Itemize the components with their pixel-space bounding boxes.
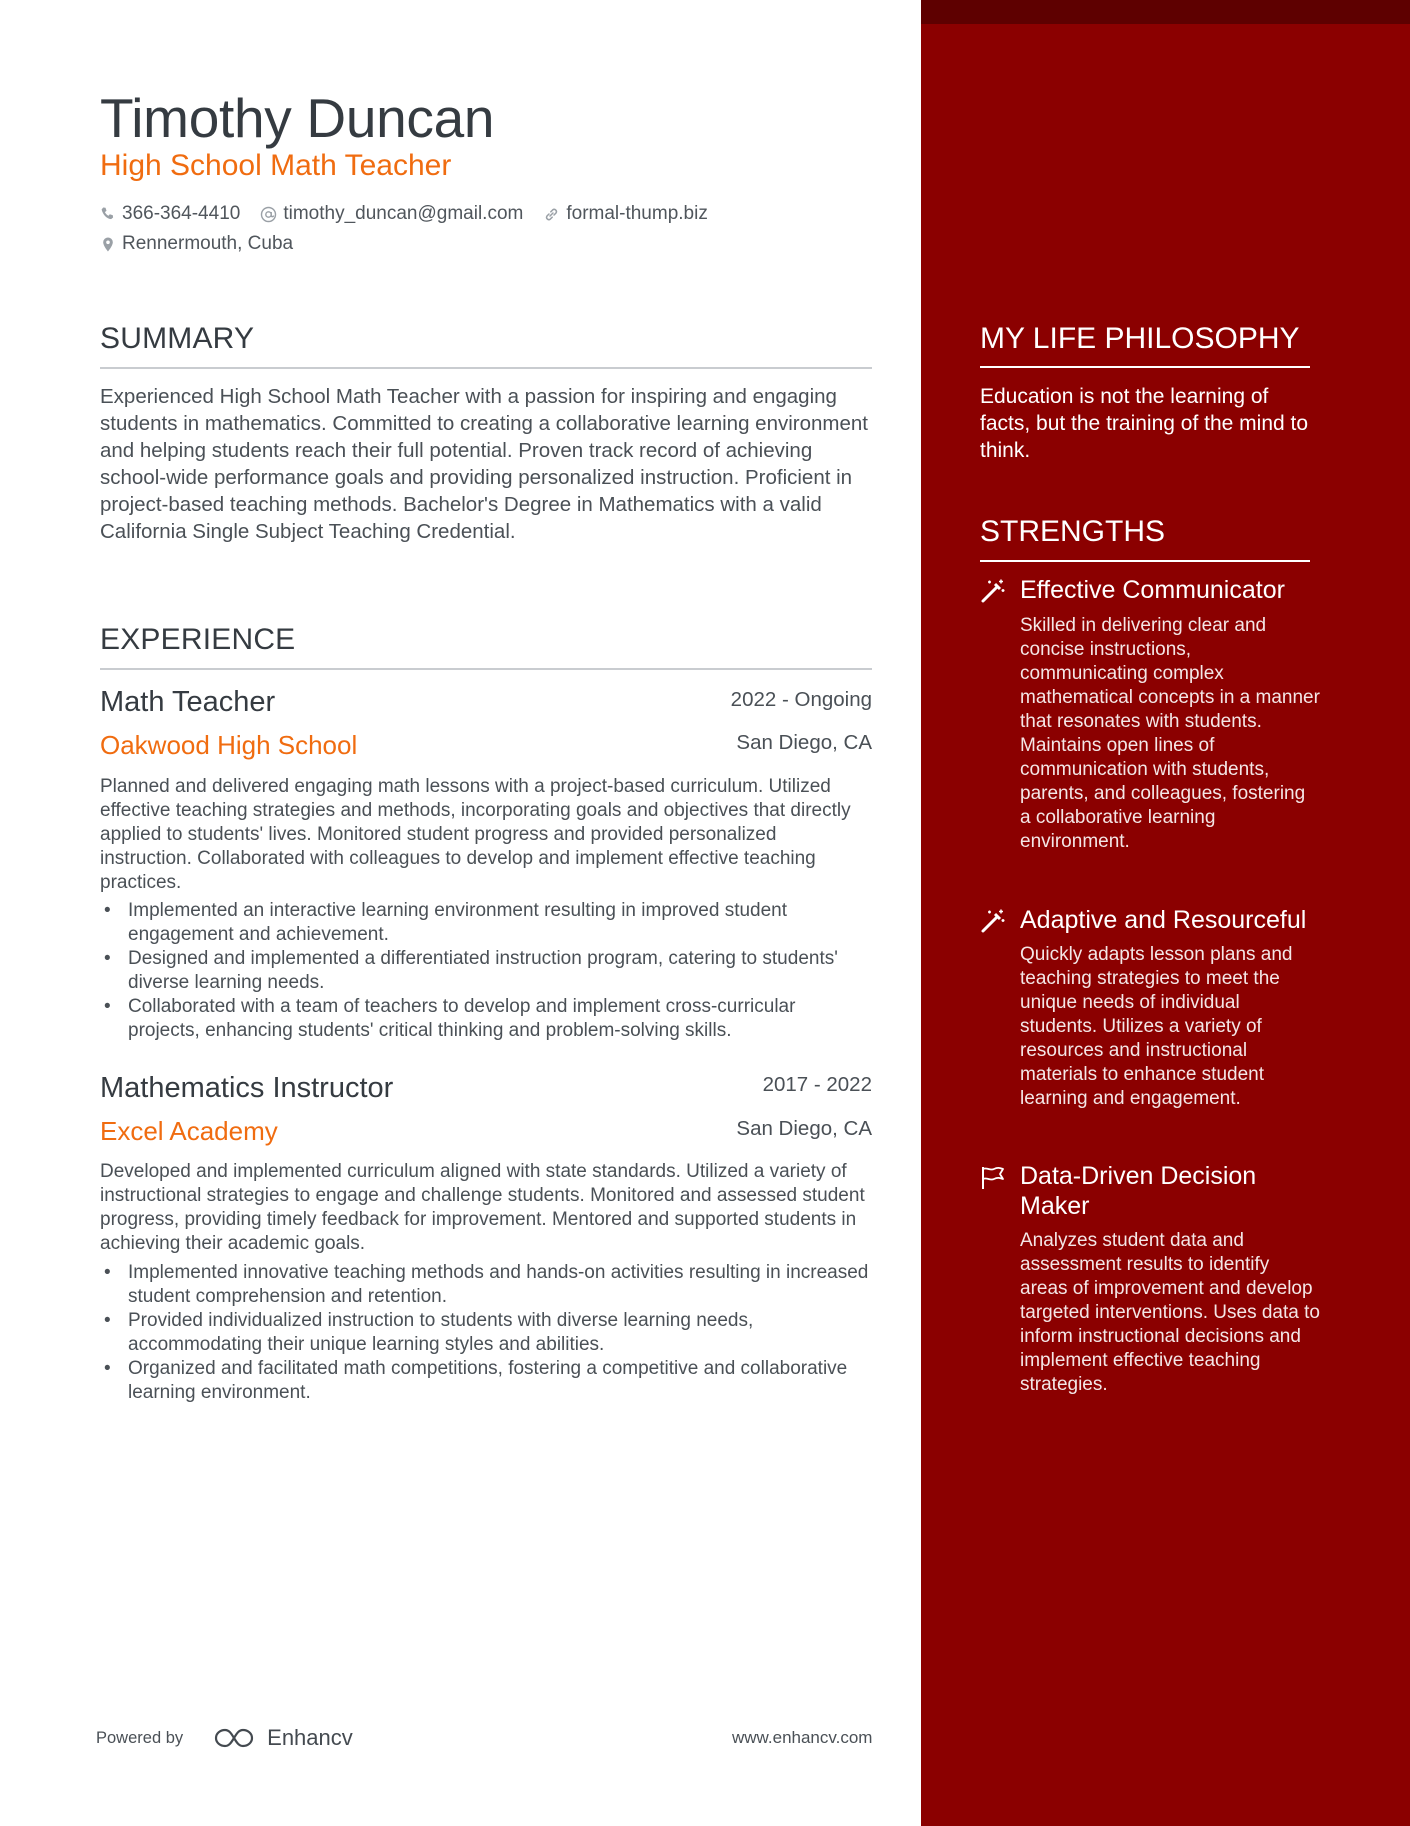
- summary-divider: [100, 367, 872, 369]
- job-bullet: • Implemented innovative teaching methods and hands-on activities resulting in increased student comprehension and retention.: [100, 1261, 872, 1309]
- job-bullet: • Implemented an interactive learning environment resulting in improved student engagement and achievement.: [100, 899, 872, 947]
- philosophy-text: Education is not the learning of facts, but the training of the mind to think.: [980, 385, 1309, 462]
- map-pin-icon: [100, 236, 116, 253]
- footer-powered-by: [96, 1725, 353, 1751]
- job-bullet: • Collaborated with a team of teachers to develop and implement cross-curricular projects, enhancing students' critical thinking and problem-solving skills.: [100, 995, 872, 1043]
- strength-title: Effective Communicator: [1020, 576, 1285, 604]
- job-description: Developed and implemented curriculum aligned with state standards. Utilized a variety of instructional strategies to engage and challenge students. Monitored and assessed student progress, providing timely feedback for improvement. Mentored and supported students in achieving their academic goals.: [100, 1161, 865, 1254]
- location-text: Rennermouth, Cuba: [122, 233, 294, 254]
- strengths-divider: [980, 560, 1310, 562]
- strength-description: Skilled in delivering clear and concise instructions, communicating complex mathematical concepts in a manner that resonates with students. Maintains open lines of communication with students, parents, and colleagues, fostering a collaborative learning environment.: [1020, 615, 1320, 852]
- enhancv-logo[interactable]: [211, 1725, 353, 1751]
- footer-website[interactable]: www.enhancv.com: [732, 1728, 873, 1747]
- job-company: Oakwood High School: [100, 730, 358, 760]
- website-text[interactable]: formal-thump.biz: [566, 203, 708, 224]
- job-dates: 2022 - Ongoing: [730, 688, 872, 711]
- strength-title: Adaptive and Resourceful: [1020, 906, 1307, 934]
- contact-row-location: [100, 233, 313, 255]
- phone-icon: [100, 206, 116, 222]
- strength-description: Analyzes student data and assessment results to identify areas of improvement and develop targeted interventions. Uses data to inform instructional decisions and implement effective teaching strategies.: [1020, 1230, 1320, 1395]
- summary-text: Experienced High School Math Teacher with a passion for inspiring and engaging students in mathematics. Committed to creating a collaborative learning environment and helping students reach their full potential. Proven track record of achieving school-wide performance goals and providing personalized instruction. Proficient in project-based teaching methods. Bachelor's Degree in Mathematics with a valid California Single Subject Teaching Credential.: [100, 385, 868, 543]
- contact-email: [260, 203, 523, 225]
- enhancv-brand-text: Enhancv: [267, 1725, 353, 1750]
- contact-location: [100, 233, 293, 255]
- job-bullet: • Organized and facilitated math competitions, fostering a competitive and collaborative learning environment.: [100, 1357, 872, 1405]
- magic-wand-icon: [980, 578, 1006, 604]
- job-dates: 2017 - 2022: [762, 1073, 872, 1096]
- job-bullet: • Designed and implemented a differentiated instruction program, catering to students' diverse learning needs.: [100, 947, 872, 995]
- experience-heading: EXPERIENCE: [100, 623, 296, 656]
- job-bullets: [100, 899, 872, 1043]
- philosophy-heading: MY LIFE PHILOSOPHY: [980, 322, 1300, 355]
- strengths-heading: STRENGTHS: [980, 515, 1166, 548]
- summary-heading: SUMMARY: [100, 322, 255, 355]
- contact-website: [543, 203, 708, 225]
- phone-text[interactable]: 366-364-4410: [122, 203, 241, 224]
- job-company: Excel Academy: [100, 1116, 278, 1146]
- job-location: San Diego, CA: [736, 1117, 872, 1140]
- job-title: Mathematics Instructor: [100, 1072, 394, 1104]
- powered-by-label: Powered by: [96, 1728, 184, 1747]
- contact-row: [100, 203, 728, 225]
- candidate-role: High School Math Teacher: [100, 149, 452, 182]
- sidebar-top-band: [921, 0, 1410, 24]
- enhancv-logo-icon: [211, 1726, 257, 1750]
- email-text[interactable]: timothy_duncan@gmail.com: [283, 203, 524, 224]
- experience-divider: [100, 668, 872, 670]
- job-bullet: • Provided individualized instruction to students with diverse learning needs, accommodating their unique learning styles and abilities.: [100, 1309, 872, 1357]
- philosophy-divider: [980, 366, 1310, 368]
- job-description: Planned and delivered engaging math lessons with a project-based curriculum. Utilized effective teaching strategies and methods, incorporating goals and objectives that directly applied to students' lives. Monitored student progress and provided personalized instruction. Collaborated with colleagues to develop and implement effective teaching practices.: [100, 776, 851, 893]
- strength-title: Data-Driven Decision Maker: [1020, 1162, 1257, 1220]
- candidate-name: Timothy Duncan: [100, 87, 495, 149]
- magic-wand-icon: [980, 908, 1006, 934]
- contact-phone: [100, 203, 240, 225]
- flag-icon: [980, 1165, 1006, 1191]
- job-location: San Diego, CA: [736, 731, 872, 754]
- job-bullets: [100, 1261, 872, 1405]
- link-icon: [543, 206, 560, 223]
- strength-description: Quickly adapts lesson plans and teaching strategies to meet the unique needs of individual students. Utilizes a variety of resources and instructional materials to enhance student learning and engagement.: [1020, 944, 1293, 1109]
- job-title: Math Teacher: [100, 686, 276, 718]
- at-icon: [260, 206, 277, 223]
